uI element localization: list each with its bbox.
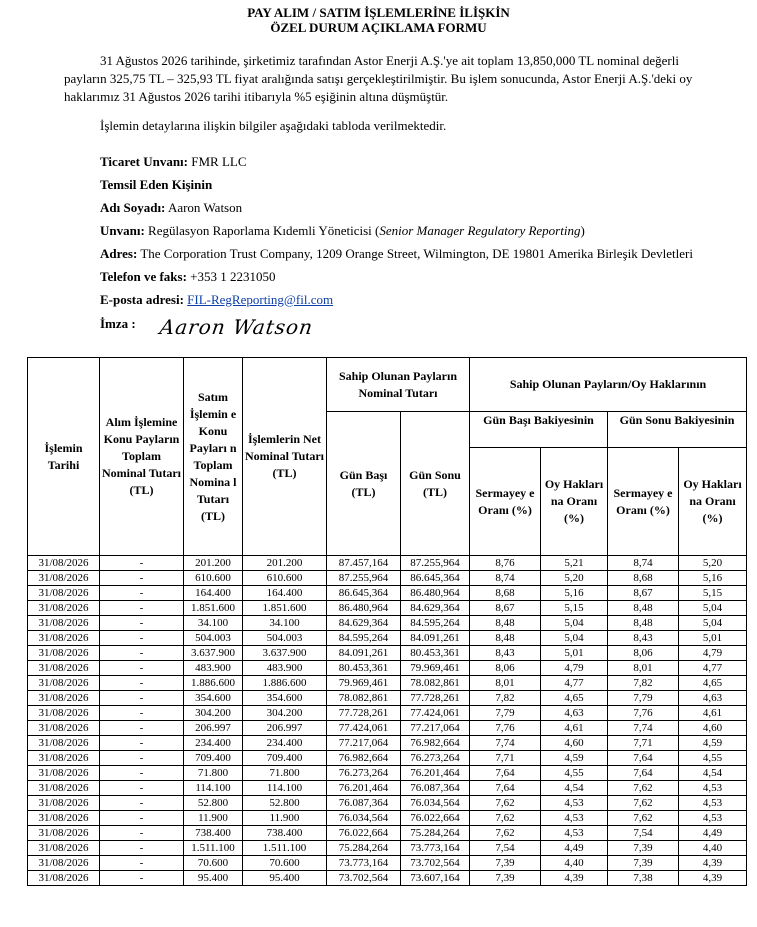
cell-end-voting: 5,20 [679,556,747,571]
table-row [28,781,747,796]
cell-day-end: 76.034,564 [401,796,470,811]
cell-end-capital: 7,79 [608,691,679,706]
name-label: Adı Soyadı: [100,200,166,215]
cell-date: 31/08/2026 [28,586,100,601]
header-net-total: İşlemlerin Net Nominal Tutarı (TL) [243,358,327,556]
cell-start-voting: 5,20 [541,571,608,586]
cell-start-voting: 5,21 [541,556,608,571]
cell-end-voting: 4,54 [679,766,747,781]
cell-day-end: 87.255,964 [401,556,470,571]
table-row [28,751,747,766]
cell-buy: - [100,736,184,751]
cell-day-start: 80.453,361 [327,661,401,676]
cell-end-voting: 5,01 [679,631,747,646]
cell-buy: - [100,661,184,676]
cell-start-voting: 4,53 [541,826,608,841]
cell-buy: - [100,871,184,886]
phone-row [100,269,276,285]
cell-buy: - [100,601,184,616]
cell-sell: 114.100 [184,781,243,796]
cell-net: 709.400 [243,751,327,766]
cell-end-voting: 4,40 [679,841,747,856]
table-row [28,706,747,721]
cell-day-start: 79.969,461 [327,676,401,691]
header-end-balance: Gün Sonu Bakiyesinin [608,412,747,448]
cell-date: 31/08/2026 [28,781,100,796]
cell-sell: 738.400 [184,826,243,841]
cell-day-start: 86.480,964 [327,601,401,616]
header-day-start: Gün Başı (TL) [327,412,401,556]
cell-buy: - [100,721,184,736]
cell-start-capital: 8,68 [470,586,541,601]
cell-start-capital: 8,76 [470,556,541,571]
cell-sell: 95.400 [184,871,243,886]
cell-net: 206.997 [243,721,327,736]
cell-day-start: 75.284,264 [327,841,401,856]
cell-net: 610.600 [243,571,327,586]
cell-day-start: 77.424,061 [327,721,401,736]
address-value: The Corporation Trust Company, 1209 Orange Street, Wilmington, DE 19801 Amerika Birleşik Devletleri [140,246,693,261]
cell-start-voting: 4,77 [541,676,608,691]
cell-net: 164.400 [243,586,327,601]
cell-day-start: 77.217,064 [327,736,401,751]
details-note: İşlemin detaylarına ilişkin bilgiler aşağıdaki tabloda verilmektedir. [100,118,447,133]
table-row [28,736,747,751]
cell-end-voting: 4,77 [679,661,747,676]
cell-end-capital: 7,64 [608,751,679,766]
cell-sell: 304.200 [184,706,243,721]
table-body [28,556,747,886]
cell-net: 70.600 [243,856,327,871]
cell-day-end: 77.728,261 [401,691,470,706]
cell-date: 31/08/2026 [28,676,100,691]
table-row [28,571,747,586]
cell-end-capital: 8,48 [608,616,679,631]
cell-end-voting: 4,79 [679,646,747,661]
table-row [28,556,747,571]
cell-sell: 34.100 [184,616,243,631]
cell-start-voting: 4,53 [541,811,608,826]
address-label: Adres: [100,246,138,261]
header-date: İşlemin Tarihi [28,358,100,556]
cell-start-capital: 7,79 [470,706,541,721]
cell-start-voting: 4,59 [541,751,608,766]
cell-day-start: 84.091,261 [327,646,401,661]
cell-net: 3.637.900 [243,646,327,661]
cell-end-voting: 5,15 [679,586,747,601]
header-sell-total: Satım İşlemin e Konu Payları n Toplam Nomina l Tutarı (TL) [184,358,243,556]
email-row [100,292,333,308]
cell-day-start: 73.702,564 [327,871,401,886]
cell-net: 95.400 [243,871,327,886]
cell-buy: - [100,751,184,766]
cell-buy: - [100,616,184,631]
cell-day-end: 86.645,364 [401,571,470,586]
table-row [28,646,747,661]
cell-net: 1.511.100 [243,841,327,856]
cell-sell: 70.600 [184,856,243,871]
cell-end-voting: 4,53 [679,796,747,811]
cell-end-voting: 4,63 [679,691,747,706]
cell-sell: 709.400 [184,751,243,766]
cell-day-end: 76.982,664 [401,736,470,751]
cell-buy: - [100,811,184,826]
cell-end-capital: 8,74 [608,556,679,571]
cell-end-capital: 8,67 [608,586,679,601]
cell-date: 31/08/2026 [28,871,100,886]
table-row [28,766,747,781]
cell-start-voting: 4,40 [541,856,608,871]
cell-start-capital: 8,43 [470,646,541,661]
cell-day-end: 86.480,964 [401,586,470,601]
table-row [28,691,747,706]
cell-day-start: 76.201,464 [327,781,401,796]
cell-day-end: 77.217,064 [401,721,470,736]
cell-buy: - [100,706,184,721]
cell-date: 31/08/2026 [28,661,100,676]
cell-start-voting: 4,54 [541,781,608,796]
cell-day-start: 84.629,364 [327,616,401,631]
table-row [28,616,747,631]
phone-value: +353 1 2231050 [190,269,276,284]
cell-buy: - [100,646,184,661]
title-row [100,223,585,239]
cell-end-voting: 4,49 [679,826,747,841]
signature-label: İmza : [100,316,136,331]
cell-day-start: 78.082,861 [327,691,401,706]
intro-paragraph: 31 Ağustos 2026 tarihinde, şirketimiz tarafından Astor Enerji A.Ş.'ye ait toplam 13,850,000 TL nominal değerli payların 325,75 TL – 325,93 TL fiyat aralığında satışı gerçekleştirilmiştir. Bu işlem sonucunda, Astor Enerji A.Ş.'deki oy haklarımız 31 Ağustos 2026 tarihi itibarıyla %5 eşiğinin altına düşmüştür. [64,53,693,104]
title-value-english: Senior Manager Regulatory Reporting [379,223,581,238]
cell-end-capital: 8,43 [608,631,679,646]
cell-buy: - [100,571,184,586]
cell-day-end: 73.702,564 [401,856,470,871]
cell-net: 304.200 [243,706,327,721]
cell-sell: 504.003 [184,631,243,646]
trade-name-value: FMR LLC [191,154,247,169]
table-row [28,826,747,841]
cell-date: 31/08/2026 [28,691,100,706]
cell-day-end: 76.273,264 [401,751,470,766]
table-row [28,796,747,811]
cell-sell: 483.900 [184,661,243,676]
cell-end-capital: 7,71 [608,736,679,751]
cell-start-voting: 4,63 [541,706,608,721]
header-start-capital-ratio: Sermayey e Oranı (%) [470,448,541,556]
cell-date: 31/08/2026 [28,736,100,751]
cell-buy: - [100,556,184,571]
cell-net: 234.400 [243,736,327,751]
cell-date: 31/08/2026 [28,616,100,631]
form-title-line2: ÖZEL DURUM AÇIKLAMA FORMU [270,20,487,35]
cell-start-voting: 4,55 [541,766,608,781]
title-value-prefix: Regülasyon Raporlama Kıdemli Yöneticisi ( [148,223,380,238]
cell-end-capital: 7,82 [608,676,679,691]
cell-day-start: 84.595,264 [327,631,401,646]
header-start-balance: Gün Başı Bakiyesinin [470,412,608,448]
cell-buy: - [100,691,184,706]
trade-name-label: Ticaret Unvanı: [100,154,188,169]
cell-sell: 234.400 [184,736,243,751]
cell-day-start: 76.087,364 [327,796,401,811]
cell-day-start: 87.457,164 [327,556,401,571]
cell-start-capital: 7,62 [470,796,541,811]
cell-buy: - [100,676,184,691]
cell-day-start: 76.273,264 [327,766,401,781]
cell-start-capital: 7,71 [470,751,541,766]
cell-day-end: 75.284,264 [401,826,470,841]
cell-day-end: 84.091,261 [401,631,470,646]
cell-day-end: 84.595,264 [401,616,470,631]
cell-start-voting: 4,60 [541,736,608,751]
cell-end-capital: 7,62 [608,796,679,811]
cell-start-capital: 7,39 [470,871,541,886]
form-title-line1: PAY ALIM / SATIM İŞLEMLERİNE İLİŞKİN [247,5,510,20]
cell-day-start: 77.728,261 [327,706,401,721]
cell-start-voting: 4,39 [541,871,608,886]
cell-end-capital: 7,64 [608,766,679,781]
header-nominal-group: Sahip Olunan Payların Nominal Tutarı [327,358,470,412]
cell-start-capital: 7,76 [470,721,541,736]
cell-start-capital: 8,01 [470,676,541,691]
table-row [28,631,747,646]
cell-start-capital: 7,39 [470,856,541,871]
cell-buy: - [100,766,184,781]
cell-sell: 1.886.600 [184,676,243,691]
cell-sell: 3.637.900 [184,646,243,661]
cell-sell: 354.600 [184,691,243,706]
cell-end-capital: 7,38 [608,871,679,886]
trade-name-row [100,154,247,170]
table-row [28,601,747,616]
cell-sell: 610.600 [184,571,243,586]
cell-buy: - [100,841,184,856]
signature: Aaron Watson [158,315,315,339]
cell-date: 31/08/2026 [28,751,100,766]
cell-start-voting: 5,04 [541,631,608,646]
cell-start-capital: 8,74 [470,571,541,586]
cell-sell: 52.800 [184,796,243,811]
cell-date: 31/08/2026 [28,811,100,826]
cell-date: 31/08/2026 [28,571,100,586]
cell-start-capital: 7,74 [470,736,541,751]
cell-end-voting: 4,55 [679,751,747,766]
cell-day-start: 76.022,664 [327,826,401,841]
cell-net: 483.900 [243,661,327,676]
table-row [28,676,747,691]
cell-end-capital: 7,62 [608,781,679,796]
cell-buy: - [100,856,184,871]
cell-date: 31/08/2026 [28,556,100,571]
table-row [28,871,747,886]
cell-net: 201.200 [243,556,327,571]
cell-sell: 201.200 [184,556,243,571]
cell-day-end: 76.201,464 [401,766,470,781]
cell-start-voting: 4,53 [541,796,608,811]
title-value-suffix: ) [580,223,585,238]
header-ratio-group: Sahip Olunan Payların/Oy Haklarının [470,358,747,412]
cell-end-voting: 4,53 [679,781,747,796]
cell-end-voting: 5,04 [679,616,747,631]
cell-end-voting: 5,16 [679,571,747,586]
cell-date: 31/08/2026 [28,706,100,721]
cell-net: 52.800 [243,796,327,811]
cell-end-voting: 4,61 [679,706,747,721]
cell-end-voting: 4,59 [679,736,747,751]
cell-day-end: 80.453,361 [401,646,470,661]
cell-end-capital: 8,68 [608,571,679,586]
representative-label: Temsil Eden Kişinin [100,177,213,192]
cell-start-voting: 4,79 [541,661,608,676]
cell-start-capital: 7,54 [470,841,541,856]
cell-date: 31/08/2026 [28,841,100,856]
cell-buy: - [100,796,184,811]
cell-day-end: 78.082,861 [401,676,470,691]
cell-end-voting: 4,60 [679,721,747,736]
phone-label: Telefon ve faks: [100,269,187,284]
table-row [28,586,747,601]
cell-start-voting: 5,15 [541,601,608,616]
cell-date: 31/08/2026 [28,856,100,871]
cell-date: 31/08/2026 [28,601,100,616]
cell-start-capital: 8,48 [470,616,541,631]
cell-sell: 1.851.600 [184,601,243,616]
cell-start-voting: 4,61 [541,721,608,736]
cell-start-voting: 5,04 [541,616,608,631]
cell-end-voting: 5,04 [679,601,747,616]
cell-date: 31/08/2026 [28,646,100,661]
cell-net: 354.600 [243,691,327,706]
table-row [28,841,747,856]
cell-start-voting: 5,01 [541,646,608,661]
cell-buy: - [100,781,184,796]
cell-end-voting: 4,39 [679,871,747,886]
cell-end-capital: 8,06 [608,646,679,661]
cell-day-end: 79.969,461 [401,661,470,676]
cell-start-capital: 8,67 [470,601,541,616]
cell-net: 1.886.600 [243,676,327,691]
cell-date: 31/08/2026 [28,721,100,736]
cell-end-capital: 8,01 [608,661,679,676]
cell-sell: 164.400 [184,586,243,601]
address-row [100,246,693,262]
header-day-end: Gün Sonu (TL) [401,412,470,556]
cell-day-start: 76.034,564 [327,811,401,826]
cell-start-capital: 8,06 [470,661,541,676]
cell-end-capital: 8,48 [608,601,679,616]
cell-net: 114.100 [243,781,327,796]
cell-end-voting: 4,39 [679,856,747,871]
cell-date: 31/08/2026 [28,631,100,646]
cell-sell: 1.511.100 [184,841,243,856]
cell-day-end: 76.022,664 [401,811,470,826]
cell-start-capital: 7,62 [470,826,541,841]
transactions-table [27,357,747,886]
table-row [28,856,747,871]
cell-start-capital: 8,48 [470,631,541,646]
cell-net: 71.800 [243,766,327,781]
header-end-voting-ratio: Oy Hakları na Oranı (%) [679,448,747,556]
cell-date: 31/08/2026 [28,796,100,811]
cell-day-end: 76.087,364 [401,781,470,796]
cell-start-capital: 7,62 [470,811,541,826]
cell-start-voting: 4,65 [541,691,608,706]
header-buy-total: Alım İşlemine Konu Payların Toplam Nominal Tutarı (TL) [100,358,184,556]
cell-day-end: 73.773,164 [401,841,470,856]
cell-end-voting: 4,65 [679,676,747,691]
cell-buy: - [100,826,184,841]
cell-day-start: 76.982,664 [327,751,401,766]
email-link[interactable]: FIL-RegReporting@fil.com [187,292,334,307]
cell-day-end: 77.424,061 [401,706,470,721]
cell-net: 504.003 [243,631,327,646]
cell-day-end: 73.607,164 [401,871,470,886]
cell-day-start: 73.773,164 [327,856,401,871]
cell-buy: - [100,631,184,646]
cell-net: 1.851.600 [243,601,327,616]
cell-start-voting: 5,16 [541,586,608,601]
email-label: E-posta adresi: [100,292,184,307]
name-value: Aaron Watson [167,200,243,215]
cell-start-voting: 4,49 [541,841,608,856]
cell-net: 34.100 [243,616,327,631]
cell-end-capital: 7,39 [608,856,679,871]
cell-buy: - [100,586,184,601]
table-row [28,811,747,826]
cell-end-capital: 7,62 [608,811,679,826]
cell-end-capital: 7,74 [608,721,679,736]
cell-end-capital: 7,39 [608,841,679,856]
cell-sell: 71.800 [184,766,243,781]
cell-start-capital: 7,82 [470,691,541,706]
table-row [28,721,747,736]
cell-start-capital: 7,64 [470,766,541,781]
name-row [100,200,242,216]
cell-end-capital: 7,76 [608,706,679,721]
header-end-capital-ratio: Sermayey e Oranı (%) [608,448,679,556]
cell-net: 11.900 [243,811,327,826]
cell-end-voting: 4,53 [679,811,747,826]
cell-sell: 11.900 [184,811,243,826]
title-label: Unvanı: [100,223,145,238]
cell-end-capital: 7,54 [608,826,679,841]
cell-day-end: 84.629,364 [401,601,470,616]
table-row [28,661,747,676]
cell-start-capital: 7,64 [470,781,541,796]
cell-net: 738.400 [243,826,327,841]
cell-date: 31/08/2026 [28,826,100,841]
cell-day-start: 86.645,364 [327,586,401,601]
cell-day-start: 87.255,964 [327,571,401,586]
cell-sell: 206.997 [184,721,243,736]
cell-date: 31/08/2026 [28,766,100,781]
header-start-voting-ratio: Oy Hakları na Oranı (%) [541,448,608,556]
